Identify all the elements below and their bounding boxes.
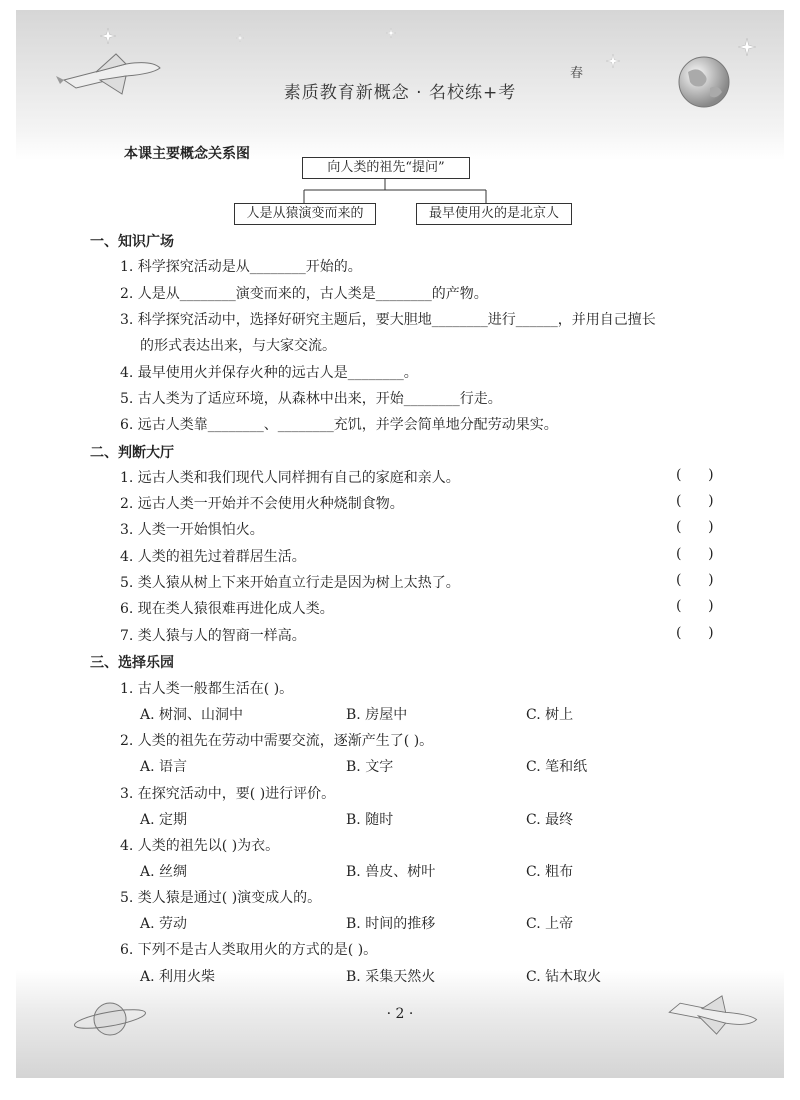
true-false-question: 3. 人类一开始惧怕火。 bbox=[120, 522, 264, 538]
answer-parentheses: ( ) bbox=[676, 625, 714, 641]
workbook-page bbox=[16, 10, 784, 1078]
choice-question: 4. 人类的祖先以( )为衣。 bbox=[120, 838, 280, 854]
choice-question: 3. 在探究活动中，要( )进行评价。 bbox=[120, 786, 336, 802]
option-b: B. 时间的推移 bbox=[346, 916, 436, 932]
option-c: C. 笔和纸 bbox=[526, 759, 588, 775]
option-a: A. 定期 bbox=[140, 812, 188, 828]
true-false-question: 4. 人类的祖先过着群居生活。 bbox=[120, 549, 306, 565]
header-title: 素质教育新概念 · 名校练+考 bbox=[283, 83, 517, 103]
section-heading: 三、选择乐园 bbox=[90, 655, 174, 671]
option-a: A. 利用火柴 bbox=[140, 969, 216, 985]
sparkle-icon bbox=[738, 38, 756, 56]
fill-blank-question: 2. 人是从________演变而来的，古人类是________的产物。 bbox=[120, 286, 488, 302]
section-heading: 二、判断大厅 bbox=[90, 445, 174, 461]
concept-map-connector bbox=[296, 178, 496, 206]
choice-question: 5. 类人猿是通过( )演变成人的。 bbox=[120, 890, 322, 906]
option-b: B. 文字 bbox=[346, 759, 394, 775]
option-a: A. 语言 bbox=[140, 759, 188, 775]
sparkle-icon bbox=[606, 54, 620, 68]
answer-parentheses: ( ) bbox=[676, 467, 714, 483]
section-heading: 一、知识广场 bbox=[90, 234, 174, 250]
choice-question: 6. 下列不是古人类取用火的方式的是( )。 bbox=[120, 942, 378, 958]
choice-question: 1. 古人类一般都生活在( )。 bbox=[120, 681, 294, 697]
answer-parentheses: ( ) bbox=[676, 493, 714, 509]
concept-map-root: 向人类的祖先“提问” bbox=[302, 157, 470, 179]
fill-blank-question: 6. 远古人类靠________、________充饥，并学会简单地分配劳动果实。 bbox=[120, 417, 558, 433]
answer-parentheses: ( ) bbox=[676, 519, 714, 535]
option-c: C. 钻木取火 bbox=[526, 969, 602, 985]
sparkle-icon bbox=[100, 28, 116, 44]
option-a: A. 劳动 bbox=[140, 916, 188, 932]
option-c: C. 上帝 bbox=[526, 916, 574, 932]
true-false-question: 5. 类人猿从树上下来开始直立行走是因为树上太热了。 bbox=[120, 575, 460, 591]
sparkle-icon bbox=[386, 28, 396, 38]
true-false-question: 1. 远古人类和我们现代人同样拥有自己的家庭和亲人。 bbox=[120, 470, 460, 486]
true-false-question: 6. 现在类人猿很难再进化成人类。 bbox=[120, 601, 334, 617]
option-c: C. 粗布 bbox=[526, 864, 574, 880]
answer-parentheses: ( ) bbox=[676, 598, 714, 614]
option-b: B. 房屋中 bbox=[346, 707, 408, 723]
fill-blank-question-continuation: 的形式表达出来，与大家交流。 bbox=[140, 338, 336, 354]
option-c: C. 树上 bbox=[526, 707, 574, 723]
season-label: 春 bbox=[570, 66, 584, 81]
option-b: B. 采集天然火 bbox=[346, 969, 436, 985]
answer-parentheses: ( ) bbox=[676, 572, 714, 588]
concept-map-child: 人是从猿演变而来的 bbox=[234, 203, 376, 225]
option-a: A. 丝绸 bbox=[140, 864, 188, 880]
concept-map-title: 本课主要概念关系图 bbox=[124, 146, 250, 162]
answer-parentheses: ( ) bbox=[676, 546, 714, 562]
option-c: C. 最终 bbox=[526, 812, 574, 828]
true-false-question: 2. 远古人类一开始并不会使用火种烧制食物。 bbox=[120, 496, 404, 512]
fill-blank-question: 3. 科学探究活动中，选择好研究主题后，要大胆地________进行______，并用自己擅长 bbox=[120, 312, 656, 328]
option-a: A. 树洞、山洞中 bbox=[140, 707, 244, 723]
sparkle-icon bbox=[236, 34, 244, 42]
option-b: B. 兽皮、树叶 bbox=[346, 864, 436, 880]
fill-blank-question: 1. 科学探究活动是从________开始的。 bbox=[120, 259, 362, 275]
choice-question: 2. 人类的祖先在劳动中需要交流，逐渐产生了( )。 bbox=[120, 733, 434, 749]
concept-map-child: 最早使用火的是北京人 bbox=[416, 203, 572, 225]
fill-blank-question: 4. 最早使用火并保存火种的远古人是________。 bbox=[120, 365, 418, 381]
true-false-question: 7. 类人猿与人的智商一样高。 bbox=[120, 628, 306, 644]
fill-blank-question: 5. 古人类为了适应环境，从森林中出来，开始________行走。 bbox=[120, 391, 502, 407]
option-b: B. 随时 bbox=[346, 812, 394, 828]
page-number: · 2 · bbox=[386, 1006, 414, 1022]
